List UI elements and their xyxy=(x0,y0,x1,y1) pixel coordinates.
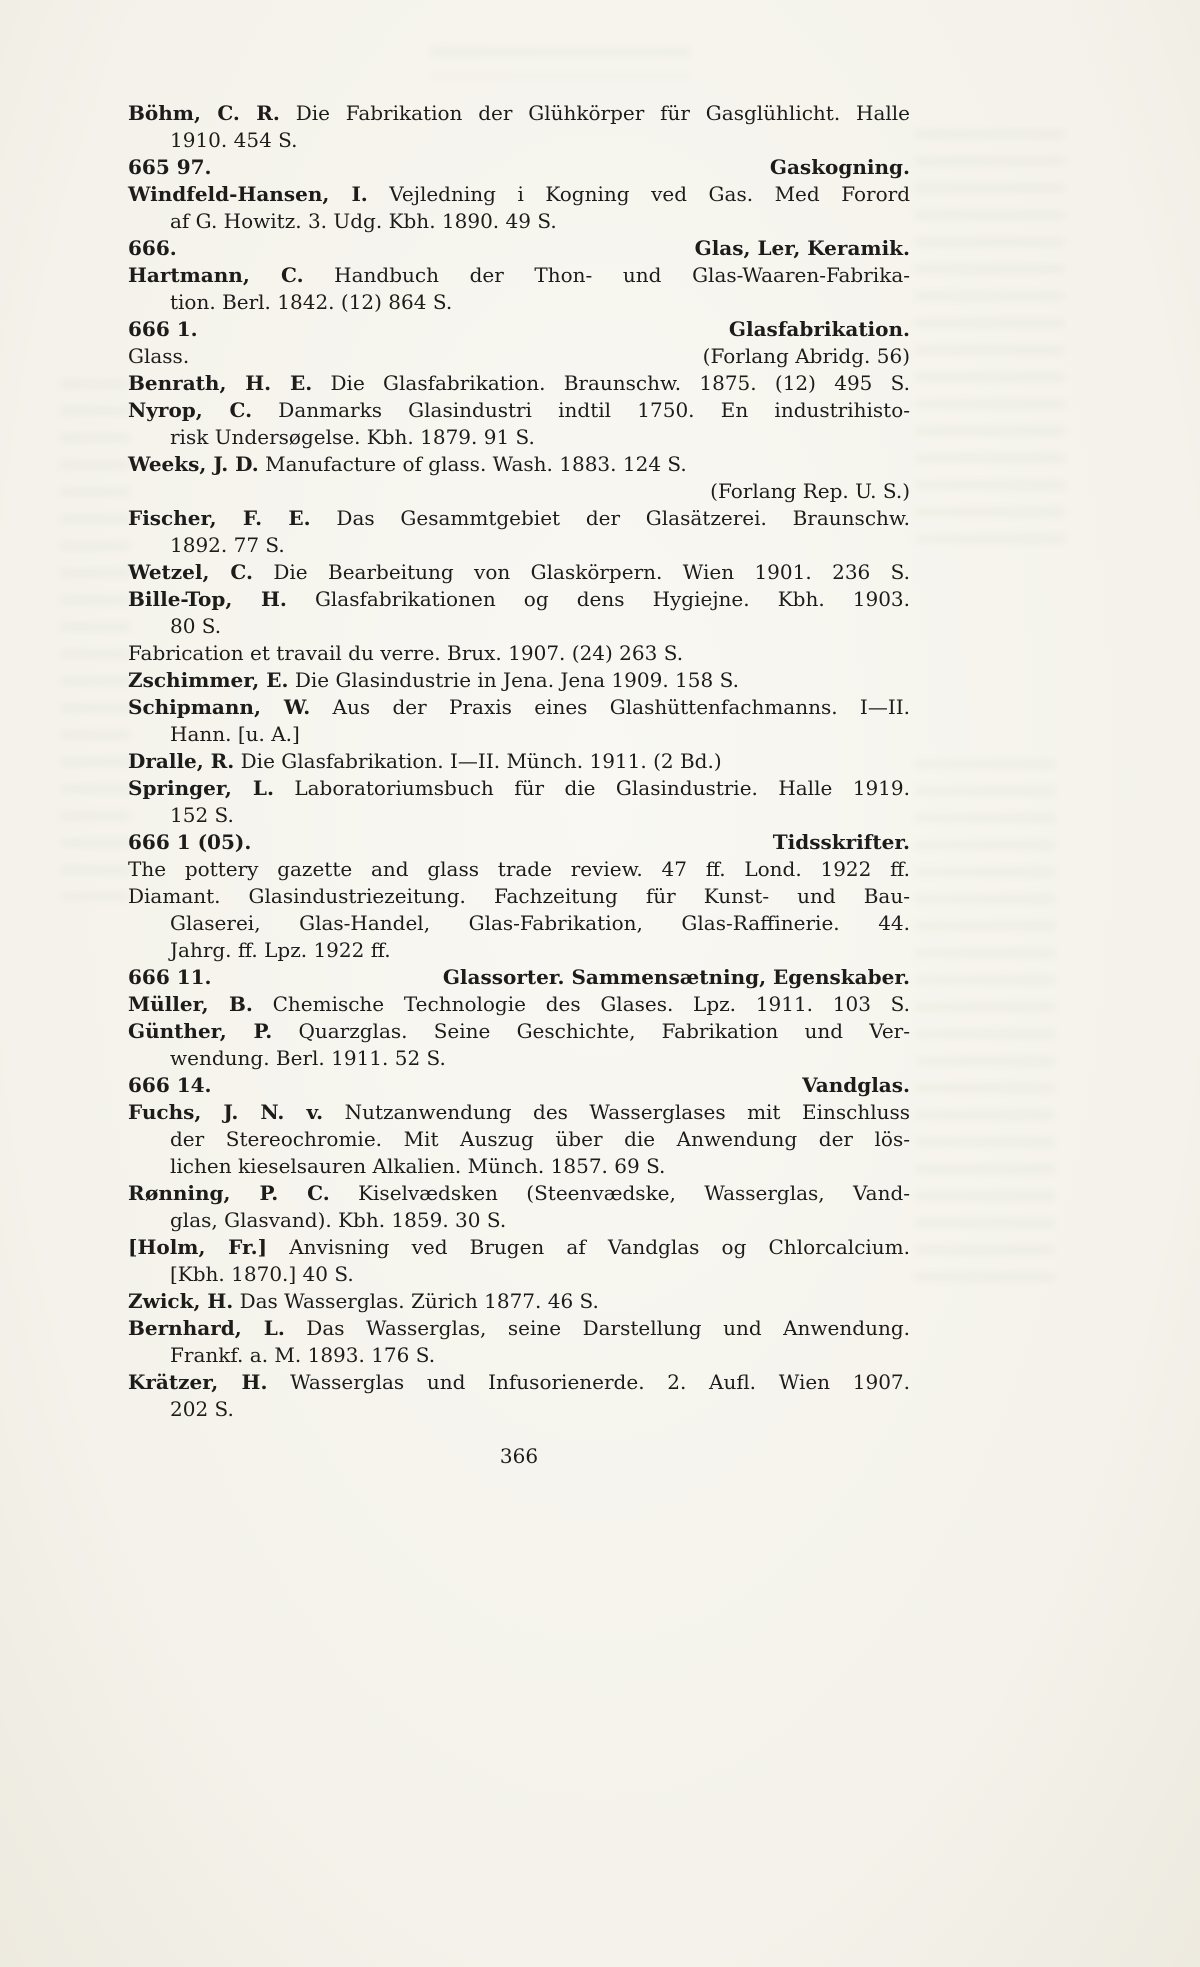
entry-continuation-line xyxy=(128,127,910,154)
entry-text: tion. Berl. 1842. (12) 864 S. xyxy=(170,290,453,314)
section-title: Glas, Ler, Keramik. xyxy=(694,236,910,260)
entry-author-name: Dralle, R. xyxy=(128,749,235,773)
entry-text: Nutzanwendung des Wasserglases mit Einschluss xyxy=(344,1100,910,1124)
entry-continuation-line xyxy=(128,1207,910,1234)
section-heading xyxy=(128,1072,910,1099)
entry-author-name: Bernhard, L. xyxy=(128,1316,285,1340)
entry-text: Danmarks Glasindustri indtil 1750. En industrihisto- xyxy=(278,398,911,422)
entry-text: Die Glasindustrie in Jena. Jena 1909. 158 S. xyxy=(294,668,739,692)
entry-author-name: Günther, P. xyxy=(128,1019,273,1043)
section-heading xyxy=(128,154,910,181)
entry-first-line xyxy=(128,181,910,208)
entry-text: The pottery gazette and glass trade review. 47 ff. Lond. 1922 ff. xyxy=(128,857,910,881)
entry-author-name: Krätzer, H. xyxy=(128,1370,268,1394)
entry-continuation-line xyxy=(128,1261,910,1288)
section-number: 665 97. xyxy=(128,155,212,179)
section-title: Vandglas. xyxy=(802,1073,910,1097)
entry-first-line xyxy=(128,505,910,532)
entry-first-line xyxy=(128,586,910,613)
entry-first-line xyxy=(128,1288,910,1315)
section-title: Gaskogning. xyxy=(769,155,910,179)
entry-text: der Stereochromie. Mit Auszug über die Anwendung der lös- xyxy=(170,1127,910,1151)
entry-text: glas, Glasvand). Kbh. 1859. 30 S. xyxy=(170,1208,507,1232)
entry-first-line xyxy=(128,1234,910,1261)
entry-author-name: Hartmann, C. xyxy=(128,263,304,287)
section-number: 666 11. xyxy=(128,965,212,989)
bleedthrough-artifact xyxy=(915,760,1055,1300)
entry-text: Kiselvædsken (Steenvædske, Wasserglas, Vand- xyxy=(358,1181,911,1205)
entry-text: Jahrg. ff. Lpz. 1922 ff. xyxy=(170,938,391,962)
entry-text: Frankf. a. M. 1893. 176 S. xyxy=(170,1343,436,1367)
entry-text: 80 S. xyxy=(170,614,222,638)
entry-text: Die Glasfabrikation. I—II. Münch. 1911. (2 Bd.) xyxy=(240,749,722,773)
entry-continuation-line xyxy=(128,937,910,964)
reference-note: (Forlang Rep. U. S.) xyxy=(710,479,910,503)
entry-continuation-line xyxy=(128,208,910,235)
entry-author-name: Zwick, H. xyxy=(128,1289,234,1313)
entry-text: Hann. [u. A.] xyxy=(170,722,300,746)
entry-first-line xyxy=(128,640,910,667)
entry-first-line xyxy=(128,1315,910,1342)
section-title: Glassorter. Sammensætning, Egenskaber. xyxy=(442,965,910,989)
bleedthrough-artifact xyxy=(430,48,690,78)
entry-text: Die Bearbeitung von Glaskörpern. Wien 1901. 236 S. xyxy=(273,560,910,584)
section-heading xyxy=(128,316,910,343)
entry-first-line xyxy=(128,1369,910,1396)
bleedthrough-artifact xyxy=(60,380,130,900)
section-heading xyxy=(128,829,910,856)
entry-text: Laboratoriumsbuch für die Glasindustrie. Halle 1919. xyxy=(294,776,910,800)
bleedthrough-artifact xyxy=(915,130,1065,550)
entry-first-line xyxy=(128,856,910,883)
entry-continuation-line xyxy=(128,1153,910,1180)
entry-continuation-line xyxy=(128,1342,910,1369)
entry-continuation-line xyxy=(128,721,910,748)
entry-text: Anvisning ved Brugen af Vandglas og Chlorcalcium. xyxy=(289,1235,911,1259)
entry-first-line xyxy=(128,397,910,424)
entry-first-line xyxy=(128,694,910,721)
entry-text: af G. Howitz. 3. Udg. Kbh. 1890. 49 S. xyxy=(170,209,557,233)
entry-text: Wasserglas und Infusorienerde. 2. Aufl. Wien 1907. xyxy=(290,1370,910,1394)
entry-continuation-line xyxy=(128,1045,910,1072)
entry-text: Diamant. Glasindustriezeitung. Fachzeitung für Kunst- und Bau- xyxy=(128,884,910,908)
entry-author-name: Fischer, F. E. xyxy=(128,506,311,530)
entry-author-name: Weeks, J. D. xyxy=(128,452,259,476)
section-number: 666 1. xyxy=(128,317,198,341)
entry-first-line xyxy=(128,559,910,586)
entry-first-line xyxy=(128,1018,910,1045)
entry-text: Quarzglas. Seine Geschichte, Fabrikation und Ver- xyxy=(298,1019,911,1043)
section-number: 666 1 (05). xyxy=(128,830,252,854)
entry-text: 1892. 77 S. xyxy=(170,533,285,557)
entry-text: Glaserei, Glas-Handel, Glas-Fabrikation, Glas-Raffinerie. 44. xyxy=(170,911,910,935)
split-line xyxy=(128,343,910,370)
entry-text: lichen kieselsauren Alkalien. Münch. 1857. 69 S. xyxy=(170,1154,666,1178)
entry-first-line xyxy=(128,262,910,289)
entry-author-name: Müller, B. xyxy=(128,992,253,1016)
entry-text: Chemische Technologie des Glases. Lpz. 1911. 103 S. xyxy=(272,992,910,1016)
bibliography-text-block xyxy=(128,100,910,1423)
section-title: Tidsskrifter. xyxy=(772,830,910,854)
entry-author-name: Bille-Top, H. xyxy=(128,587,287,611)
entry-text: Manufacture of glass. Wash. 1883. 124 S. xyxy=(265,452,687,476)
entry-text: 1910. 454 S. xyxy=(170,128,298,152)
entry-author-name: Springer, L. xyxy=(128,776,274,800)
entry-first-line xyxy=(128,100,910,127)
entry-text: Handbuch der Thon- und Glas-Waaren-Fabrika- xyxy=(334,263,910,287)
entry-continuation-line xyxy=(128,289,910,316)
section-heading xyxy=(128,235,910,262)
entry-author-name: Benrath, H. E. xyxy=(128,371,313,395)
entry-text: 152 S. xyxy=(170,803,234,827)
split-left-text: Glass. xyxy=(128,344,190,368)
entry-first-line xyxy=(128,748,910,775)
entry-first-line xyxy=(128,1180,910,1207)
section-title: Glasfabrikation. xyxy=(728,317,910,341)
entry-continuation-line xyxy=(128,1126,910,1153)
entry-continuation-line xyxy=(128,424,910,451)
section-number: 666. xyxy=(128,236,177,260)
entry-continuation-line xyxy=(128,802,910,829)
entry-author-name: Böhm, C. R. xyxy=(128,101,280,125)
entry-continuation-line xyxy=(128,1396,910,1423)
entry-first-line xyxy=(128,1099,910,1126)
entry-first-line xyxy=(128,667,910,694)
entry-text: Die Fabrikation der Glühkörper für Gasglühlicht. Halle xyxy=(295,101,911,125)
entry-continuation-line xyxy=(128,910,910,937)
entry-text: Aus der Praxis eines Glashüttenfachmanns. I—II. xyxy=(332,695,910,719)
entry-author-name: Nyrop, C. xyxy=(128,398,253,422)
entry-author-name: [Holm, Fr.] xyxy=(128,1235,268,1259)
entry-text: wendung. Berl. 1911. 52 S. xyxy=(170,1046,446,1070)
entry-text: Vejledning i Kogning ved Gas. Med Forord xyxy=(389,182,911,206)
section-heading xyxy=(128,964,910,991)
entry-text: [Kbh. 1870.] 40 S. xyxy=(170,1262,354,1286)
entry-first-line xyxy=(128,883,910,910)
entry-text: Fabrication et travail du verre. Brux. 1907. (24) 263 S. xyxy=(128,641,684,665)
entry-text: Die Glasfabrikation. Braunschw. 1875. (12) 495 S. xyxy=(330,371,911,395)
page-number: 366 xyxy=(499,1444,539,1468)
entry-author-name: Schipmann, W. xyxy=(128,695,311,719)
entry-author-name: Windfeld-Hansen, I. xyxy=(128,182,368,206)
entry-first-line xyxy=(128,370,910,397)
entry-author-name: Wetzel, C. xyxy=(128,560,253,584)
entry-first-line xyxy=(128,775,910,802)
reference-note: (Forlang Abridg. 56) xyxy=(702,344,910,368)
entry-author-name: Fuchs, J. N. v. xyxy=(128,1100,324,1124)
entry-text: Das Gesammtgebiet der Glasätzerei. Braunschw. xyxy=(336,506,910,530)
entry-text: Das Wasserglas, seine Darstellung und Anwendung. xyxy=(306,1316,910,1340)
entry-first-line xyxy=(128,451,910,478)
entry-first-line xyxy=(128,991,910,1018)
entry-author-name: Zschimmer, E. xyxy=(128,668,289,692)
entry-text: 202 S. xyxy=(170,1397,234,1421)
entry-author-name: Rønning, P. C. xyxy=(128,1181,330,1205)
entry-text: Das Wasserglas. Zürich 1877. 46 S. xyxy=(239,1289,599,1313)
entry-continuation-line xyxy=(128,613,910,640)
entry-text: Glasfabrikationen og dens Hygiejne. Kbh. 1903. xyxy=(314,587,911,611)
entry-text: risk Undersøgelse. Kbh. 1879. 91 S. xyxy=(170,425,535,449)
entry-continuation-line xyxy=(128,532,910,559)
section-number: 666 14. xyxy=(128,1073,212,1097)
